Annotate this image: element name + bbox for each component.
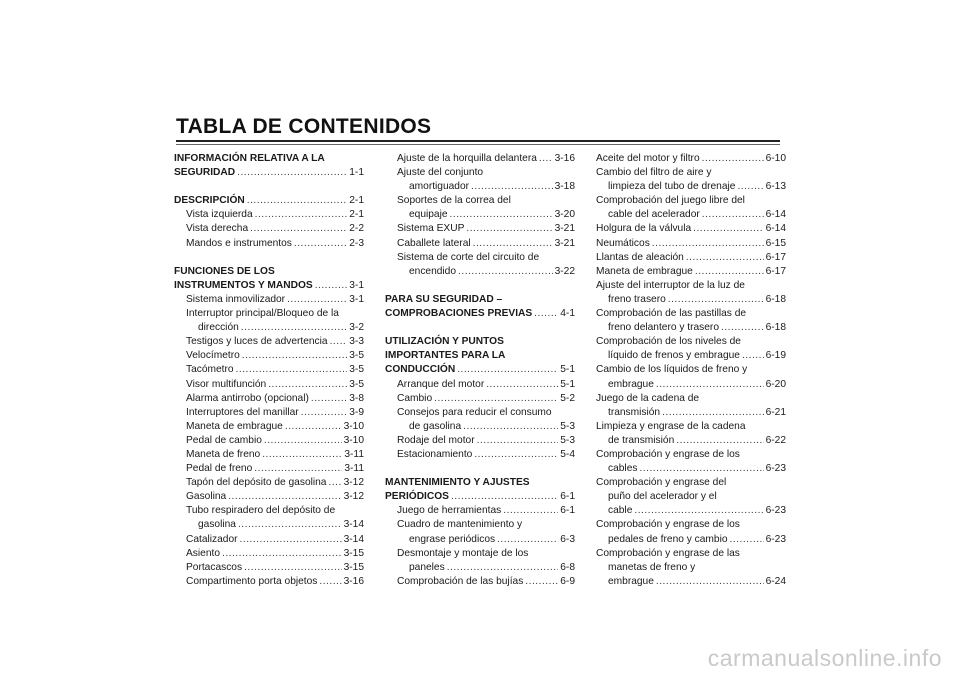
toc-entry-title: Holgura de la válvula — [596, 223, 692, 235]
toc-page-number: 6-8 — [560, 561, 575, 573]
toc-entry-title: Caballete lateral — [397, 237, 471, 249]
toc-entry[interactable] — [174, 561, 364, 575]
toc-entry-title: Rodaje del motor — [397, 434, 475, 446]
toc-page-number: 3-11 — [344, 448, 364, 460]
toc-entry[interactable] — [596, 575, 786, 589]
toc-entry[interactable] — [174, 448, 364, 462]
toc-entry[interactable] — [174, 349, 364, 363]
toc-page-number: 5-2 — [560, 392, 575, 404]
toc-leader-dots — [250, 222, 347, 236]
toc-page-number: 2-3 — [349, 237, 364, 249]
toc-leader-dots — [319, 575, 341, 589]
toc-entry[interactable] — [174, 335, 364, 349]
toc-entry-title: freno trasero — [608, 293, 666, 305]
toc-entry-title: embrague — [608, 575, 654, 587]
toc-entry-text: FUNCIONES DE LOS — [174, 265, 275, 277]
toc-leader-dots — [457, 363, 558, 377]
toc-page-number: 3-5 — [349, 364, 364, 376]
toc-page-number: 3-2 — [349, 322, 364, 334]
toc-entry-title: Alarma antirrobo (opcional) — [186, 392, 309, 404]
toc-entry[interactable] — [385, 392, 575, 406]
toc-entry-title: dirección — [198, 322, 239, 334]
toc-page-number: 6-22 — [765, 434, 786, 446]
toc-entry-title: líquido de frenos y embrague — [608, 350, 740, 362]
toc-entry-text: Limpieza y engrase de la cadena — [596, 420, 746, 432]
page-title: TABLA DE CONTENIDOS — [176, 115, 432, 138]
toc-entry-title: COMPROBACIONES PREVIAS — [385, 308, 533, 320]
toc-entry-title: equipaje — [409, 209, 448, 221]
toc-leader-dots — [241, 321, 347, 335]
toc-entry[interactable] — [174, 208, 364, 222]
toc-leader-dots — [434, 392, 558, 406]
toc-entry[interactable] — [174, 462, 364, 476]
toc-page-number: 6-1 — [560, 505, 575, 517]
toc-entry-title: PERIÓDICOS — [385, 491, 449, 503]
toc-page-number: 5-4 — [560, 448, 575, 460]
toc-page-number: 3-8 — [349, 392, 364, 404]
toc-entry[interactable] — [385, 575, 575, 589]
toc-entry[interactable] — [596, 434, 786, 448]
toc-entry-title: Tacómetro — [186, 364, 234, 376]
toc-leader-dots — [222, 547, 342, 561]
toc-spacer — [385, 321, 575, 335]
toc-leader-dots — [268, 378, 347, 392]
toc-entry-title: Velocímetro — [186, 350, 240, 362]
toc-page-number: 3-5 — [349, 350, 364, 362]
toc-leader-dots — [287, 293, 347, 307]
toc-leader-dots — [656, 575, 764, 589]
toc-entry[interactable] — [174, 363, 364, 377]
toc-entry[interactable] — [596, 251, 786, 265]
toc-entry-title: Comprobación de las bujías — [397, 575, 524, 587]
toc-leader-dots — [634, 504, 763, 518]
toc-page-number: 6-14 — [765, 209, 786, 221]
toc-spacer — [174, 251, 364, 265]
toc-entry[interactable] — [385, 561, 575, 575]
toc-page-number: 3-21 — [554, 223, 575, 235]
toc-entry-title: Maneta de embrague — [596, 265, 693, 277]
toc-entry-title: Maneta de embrague — [186, 420, 283, 432]
toc-entry[interactable] — [174, 420, 364, 434]
toc-entry-text: manetas de freno y — [608, 561, 696, 573]
toc-leader-dots — [228, 490, 341, 504]
toc-page-number: 3-12 — [343, 491, 364, 503]
toc-column-2 — [385, 152, 575, 589]
toc-entry[interactable] — [174, 392, 364, 406]
toc-entry[interactable] — [596, 533, 786, 547]
toc-page-number: 3-9 — [349, 406, 364, 418]
toc-entry-title: Sistema inmovilizador — [186, 293, 286, 305]
toc-leader-dots — [474, 448, 558, 462]
toc-entry[interactable] — [385, 265, 575, 279]
toc-leader-dots — [450, 208, 553, 222]
toc-entry-title: Catalizador — [186, 533, 238, 545]
toc-entry[interactable] — [385, 434, 575, 448]
toc-entry-title: CONDUCCIÓN — [385, 364, 456, 376]
toc-entry[interactable] — [596, 406, 786, 420]
toc-entry[interactable] — [385, 180, 575, 194]
toc-entry-title: Neumáticos — [596, 237, 650, 249]
toc-entry-title: INSTRUMENTOS Y MANDOS — [174, 279, 313, 291]
toc-entry-title: Vista derecha — [186, 223, 249, 235]
toc-entry[interactable] — [174, 518, 364, 532]
toc-entry[interactable] — [385, 533, 575, 547]
toc-entry-text: Comprobación y engrase de los — [596, 448, 740, 460]
toc-entry-text: INFORMACIÓN RELATIVA A LA — [174, 153, 325, 164]
toc-page-number: 6-10 — [765, 153, 786, 164]
toc-entry-text: Juego de la cadena de — [596, 392, 700, 404]
toc-page-number: 6-23 — [765, 533, 786, 545]
toc-leader-dots — [702, 208, 764, 222]
toc-leader-dots — [742, 349, 764, 363]
toc-leader-dots — [311, 392, 347, 406]
toc-page-number: 6-13 — [765, 181, 786, 193]
toc-leader-dots — [236, 363, 348, 377]
toc-leader-dots — [503, 504, 558, 518]
toc-page-number: 3-10 — [343, 434, 364, 446]
toc-entry-title: Juego de herramientas — [397, 505, 502, 517]
toc-page-number: 3-14 — [343, 519, 364, 531]
toc-leader-dots — [693, 222, 763, 236]
toc-entry-title: Compartimento porta objetos — [186, 575, 318, 587]
toc-leader-dots — [525, 575, 558, 589]
toc-entry[interactable] — [174, 378, 364, 392]
toc-page-number: 6-23 — [765, 463, 786, 475]
toc-entry-text: Soportes de la correa del — [397, 195, 511, 207]
toc-leader-dots — [539, 152, 553, 166]
toc-page-number: 6-23 — [765, 505, 786, 517]
toc-entry[interactable] — [385, 490, 575, 504]
toc-page-number: 6-18 — [765, 293, 786, 305]
toc-entry[interactable] — [385, 420, 575, 434]
toc-leader-dots — [458, 265, 553, 279]
toc-entry-title: Pedal de freno — [186, 463, 253, 475]
toc-entry-title: Portacascos — [186, 561, 243, 573]
toc-leader-dots — [328, 476, 341, 490]
toc-entry-title: embrague — [608, 378, 654, 390]
toc-entry-title: gasolina — [198, 519, 236, 531]
toc-page-number: 6-20 — [765, 378, 786, 390]
toc-column-1 — [174, 152, 364, 589]
toc-entry-title: Cambio — [397, 392, 433, 404]
toc-entry[interactable] — [385, 504, 575, 518]
toc-entry-text: puño del acelerador y el — [608, 491, 717, 503]
toc-entry-title: Testigos y luces de advertencia — [186, 336, 328, 348]
toc-entry[interactable] — [385, 363, 575, 377]
toc-page-number: 5-3 — [560, 420, 575, 432]
toc-page-number: 6-19 — [765, 350, 786, 362]
toc-page-number: 6-18 — [765, 322, 786, 334]
toc-entry[interactable] — [385, 448, 575, 462]
toc-entry-title: cable del acelerador — [608, 209, 700, 221]
toc-entry[interactable] — [174, 575, 364, 589]
toc-entry[interactable] — [596, 265, 786, 279]
toc-leader-dots — [447, 561, 559, 575]
toc-leader-dots — [676, 434, 763, 448]
toc-entry-text: IMPORTANTES PARA LA — [385, 350, 506, 362]
toc-entry[interactable] — [596, 237, 786, 251]
toc-entry[interactable] — [385, 378, 575, 392]
toc-entry-title: encendido — [409, 265, 457, 277]
toc-page-number: 2-2 — [349, 223, 364, 235]
toc-leader-dots — [639, 462, 763, 476]
toc-entry[interactable] — [596, 152, 786, 166]
toc-page-number: 3-14 — [343, 533, 364, 545]
toc-page-number: 3-15 — [343, 547, 364, 559]
toc-entry[interactable] — [385, 208, 575, 222]
toc-leader-dots — [695, 265, 764, 279]
toc-leader-dots — [451, 490, 558, 504]
toc-entry-title: Estacionamiento — [397, 448, 473, 460]
toc-leader-dots — [240, 533, 342, 547]
toc-entry[interactable] — [596, 349, 786, 363]
toc-leader-dots — [294, 237, 347, 251]
toc-entry-text: Ajuste del conjunto — [397, 167, 484, 179]
toc-page-number: 2-1 — [349, 195, 364, 207]
watermark: carmanualsonline.info — [707, 645, 942, 671]
toc-entry-text: PARA SU SEGURIDAD – — [385, 293, 503, 305]
toc-page-number: 4-1 — [560, 308, 575, 320]
toc-leader-dots — [652, 237, 764, 251]
toc-entry-title: Gasolina — [186, 491, 227, 503]
title-rule — [176, 140, 780, 142]
toc-spacer — [385, 462, 575, 476]
toc-entry-title: Tapón del depósito de gasolina — [186, 477, 327, 489]
toc-entry-title: Llantas de aleación — [596, 251, 684, 263]
toc-leader-dots — [534, 307, 558, 321]
toc-column-3 — [596, 152, 786, 589]
toc-leader-dots — [301, 406, 348, 420]
toc-entry-text: Comprobación del juego libre del — [596, 195, 745, 207]
toc-entry[interactable] — [596, 321, 786, 335]
toc-entry-title: transmisión — [608, 406, 661, 418]
toc-page-number: 3-18 — [554, 181, 575, 193]
toc-spacer — [174, 180, 364, 194]
toc-leader-dots — [255, 208, 348, 222]
toc-entry-title: Asiento — [186, 547, 220, 559]
toc-entry-title: freno delantero y trasero — [608, 322, 719, 334]
toc-entry-title: limpieza del tubo de drenaje — [608, 181, 736, 193]
toc-entry-title: amortiguador — [409, 181, 470, 193]
toc-entry-title: pedales de freno y cambio — [608, 533, 728, 545]
toc-leader-dots — [247, 194, 348, 208]
toc-page-number: 6-21 — [765, 406, 786, 418]
toc-page-number: 3-1 — [349, 279, 364, 291]
toc-entry-text: Sistema de corte del circuito de — [397, 251, 540, 263]
toc-page-number: 3-5 — [349, 378, 364, 390]
toc-entry-text: MANTENIMIENTO Y AJUSTES — [385, 477, 530, 489]
toc-entry-text: Cambio del filtro de aire y — [596, 167, 712, 179]
toc-entry-text: Comprobación y engrase de los — [596, 519, 740, 531]
toc-entry-title: Interruptores del manillar — [186, 406, 299, 418]
toc-entry-title: Visor multifunción — [186, 378, 267, 390]
toc-page-number: 3-11 — [344, 463, 364, 475]
toc-entry-title: cable — [608, 505, 633, 517]
toc-leader-dots — [254, 462, 342, 476]
toc-entry-text: UTILIZACIÓN Y PUNTOS — [385, 336, 504, 348]
toc-page-number: 3-10 — [343, 420, 364, 432]
toc-entry[interactable] — [174, 237, 364, 251]
toc-entry-title: cables — [608, 463, 638, 475]
toc-entry[interactable] — [385, 307, 575, 321]
toc-entry-title: Arranque del motor — [397, 378, 485, 390]
toc-page-number: 3-16 — [554, 153, 575, 164]
toc-entry-title: SEGURIDAD — [174, 167, 236, 179]
toc-entry-title: engrase periódicos — [409, 533, 496, 545]
toc-entry-title: Vista izquierda — [186, 209, 253, 221]
toc-page-number: 3-16 — [343, 575, 364, 587]
toc-entry[interactable] — [174, 293, 364, 307]
toc-entry[interactable] — [174, 166, 364, 180]
toc-entry[interactable] — [174, 194, 364, 208]
toc-entry[interactable] — [174, 533, 364, 547]
toc-entry-title: Ajuste de la horquilla delantera — [397, 153, 537, 164]
toc-leader-dots — [702, 152, 764, 166]
toc-page-number: 6-9 — [560, 575, 575, 587]
toc-leader-dots — [662, 406, 764, 420]
toc-entry-title: Mandos e instrumentos — [186, 237, 292, 249]
toc-page-number: 5-1 — [560, 364, 575, 376]
toc-entry[interactable] — [596, 293, 786, 307]
toc-entry-text: Tubo respiradero del depósito de — [186, 505, 336, 517]
toc-leader-dots — [656, 378, 764, 392]
toc-entry-text: Consejos para reducir el consumo — [397, 406, 552, 418]
toc-leader-dots — [473, 237, 553, 251]
toc-leader-dots — [315, 279, 348, 293]
toc-entry-title: paneles — [409, 561, 445, 573]
toc-entry-text: Ajuste del interruptor de la luz de — [596, 279, 745, 291]
toc-page-number: 6-17 — [765, 251, 786, 263]
toc-page-number: 3-12 — [343, 477, 364, 489]
toc-entry[interactable] — [174, 321, 364, 335]
toc-entry[interactable] — [174, 490, 364, 504]
toc-entry-text: Comprobación de los niveles de — [596, 336, 741, 348]
toc-entry-title: Sistema EXUP — [397, 223, 465, 235]
toc-entry[interactable] — [174, 222, 364, 236]
toc-entry[interactable] — [174, 279, 364, 293]
toc-leader-dots — [730, 533, 764, 547]
toc-page-number: 2-1 — [349, 209, 364, 221]
toc-page-number: 3-1 — [349, 293, 364, 305]
toc-leader-dots — [285, 420, 342, 434]
toc-leader-dots — [463, 420, 558, 434]
toc-entry-text: Comprobación de las pastillas de — [596, 308, 747, 320]
toc-leader-dots — [686, 251, 764, 265]
toc-entry-text: Comprobación y engrase del — [596, 477, 727, 489]
toc-entry[interactable] — [596, 378, 786, 392]
toc-entry[interactable] — [596, 180, 786, 194]
toc-page-number: 3-22 — [554, 265, 575, 277]
toc-page-number: 6-3 — [560, 533, 575, 545]
toc-page-number: 6-14 — [765, 223, 786, 235]
toc-leader-dots — [237, 166, 347, 180]
toc-page-number: 3-20 — [554, 209, 575, 221]
toc-entry-title: Pedal de cambio — [186, 434, 262, 446]
toc-leader-dots — [477, 434, 559, 448]
toc-entry-text: Cuadro de mantenimiento y — [397, 519, 523, 531]
toc-page-number: 6-17 — [765, 265, 786, 277]
toc-entry[interactable] — [596, 462, 786, 476]
toc-entry-text: Cambio de los líquidos de freno y — [596, 364, 748, 376]
toc-leader-dots — [737, 180, 763, 194]
toc-page-number: 3-15 — [343, 561, 364, 573]
toc-entry[interactable] — [385, 152, 575, 166]
toc-page-number: 6-15 — [765, 237, 786, 249]
toc-leader-dots — [486, 378, 558, 392]
toc-entry-title: de gasolina — [409, 420, 462, 432]
toc-entry[interactable] — [596, 504, 786, 518]
toc-entry[interactable] — [174, 434, 364, 448]
toc-leader-dots — [330, 335, 348, 349]
toc-page-number: 6-1 — [560, 491, 575, 503]
toc-entry-text: Desmontaje y montaje de los — [397, 547, 529, 559]
toc-leader-dots — [471, 180, 553, 194]
toc-leader-dots — [668, 293, 764, 307]
toc-page-number: 5-1 — [560, 378, 575, 390]
toc-entry-text: Interruptor principal/Bloqueo de la — [186, 308, 339, 320]
toc-entry-title: Aceite del motor y filtro — [596, 153, 700, 164]
title-rule-thin — [176, 144, 780, 145]
toc-page-number: 3-3 — [349, 336, 364, 348]
toc-page-number: 1-1 — [349, 167, 364, 179]
toc-page-number: 6-24 — [765, 575, 786, 587]
toc-leader-dots — [238, 518, 342, 532]
toc-page-number: 3-21 — [554, 237, 575, 249]
toc-leader-dots — [242, 349, 347, 363]
toc-entry[interactable] — [174, 476, 364, 490]
toc-entry[interactable] — [174, 547, 364, 561]
toc-entry-title: de transmisión — [608, 434, 675, 446]
toc-leader-dots — [262, 448, 342, 462]
toc-entry-title: Maneta de freno — [186, 448, 261, 460]
toc-entry-text: Comprobación y engrase de las — [596, 547, 740, 559]
toc-entry-title: DESCRIPCIÓN — [174, 195, 245, 207]
toc-page-number: 5-3 — [560, 434, 575, 446]
toc-entry[interactable] — [174, 406, 364, 420]
toc-leader-dots — [244, 561, 342, 575]
toc-entry[interactable] — [385, 222, 575, 236]
toc-spacer — [385, 279, 575, 293]
toc-leader-dots — [466, 222, 552, 236]
toc-leader-dots — [721, 321, 764, 335]
toc-entry[interactable] — [596, 208, 786, 222]
toc-leader-dots — [497, 533, 558, 547]
toc-entry[interactable] — [385, 237, 575, 251]
toc-entry[interactable] — [596, 222, 786, 236]
toc-leader-dots — [264, 434, 342, 448]
